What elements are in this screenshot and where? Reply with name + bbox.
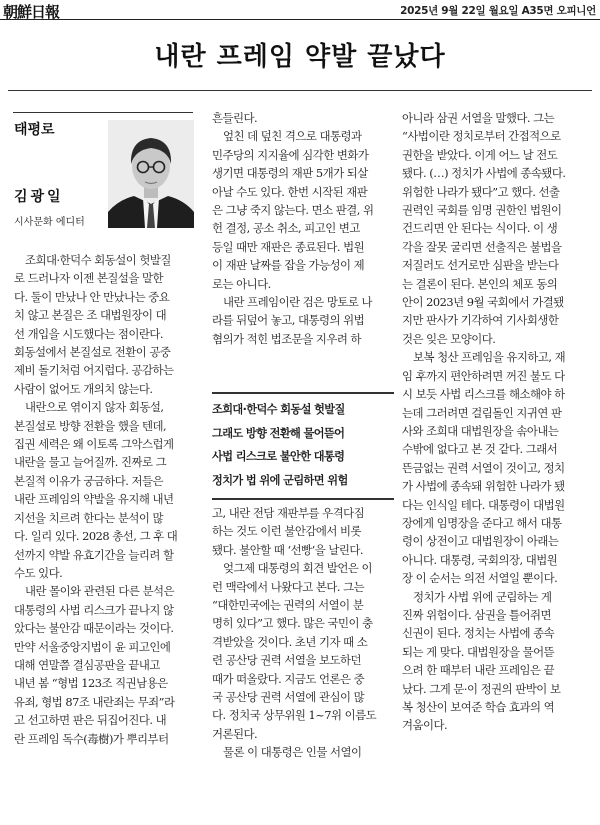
article-line: 장에게 임명장을 준다고 해서 대통 — [402, 515, 562, 530]
article-line: 아니라 삼권 서열을 말했다. 그는 — [402, 111, 555, 125]
article-line: 생기면 대통령의 재판 5개가 되살 — [212, 166, 368, 181]
article-line: 령이 상전이고 대법원장이 아래는 — [402, 534, 559, 549]
article-line: 명히 있다”고 했다. 많은 국민이 충 — [212, 616, 373, 631]
article-line: 내란 프레임의 약발을 유지해 내년 — [14, 492, 174, 507]
article-line: 으려 한 때부터 내란 프레임은 끝 — [402, 663, 555, 678]
article-line: 라를 뒤덮어 놓고, 대통령의 위법 — [212, 313, 365, 328]
article-line: 임 후까지 편안하려면 꺼진 불도 다 — [402, 368, 565, 383]
article-line: 거론된다. — [212, 726, 258, 741]
author-photo — [108, 120, 194, 228]
article-line: 겨움이다. — [402, 718, 448, 733]
article-line: 물론 이 대통령은 인물 서열이 — [223, 745, 362, 760]
article-line: 되는 게 맞다. 대법원장을 물어뜯 — [402, 644, 555, 659]
article-line: “대한민국에는 권력의 서열이 분 — [212, 598, 364, 613]
article-line: 는 결론이 된다. 본인의 체포 동의 — [402, 276, 558, 291]
article-line: 진짜 위험이다. 삼권을 틀어쥐면 — [402, 607, 552, 622]
article-line: 엊그제 대통령의 회견 발언은 이 — [223, 561, 373, 576]
article-line: 아니다. 대통령, 국회의장, 대법원 — [402, 552, 558, 567]
article-line: 뜬금없는 권력 서열이 것이고, 정치 — [402, 460, 565, 475]
article-line: 집권 세력은 왜 이토록 그악스럽게 — [14, 437, 174, 452]
article-line: 내란으로 엮이지 않자 회동설, — [25, 400, 164, 415]
article-line: 회동설에서 본질설로 전환이 공중 — [14, 345, 171, 360]
article-line: 헌 결정, 공소 취소, 피고인 변고 — [212, 221, 360, 236]
article-line: 다. 정치국 상무위원 1~7위 이름도 — [212, 708, 377, 723]
article-line: 대통령의 사법 리스크가 끝나지 않 — [14, 602, 174, 617]
newspaper-logo: 朝鮮日報 — [3, 3, 60, 21]
author-title: 시사문화 에디터 — [14, 217, 85, 228]
article-line: 났다. 그게 문·이 정권의 판박이 보 — [402, 681, 561, 696]
article-line: 안이 2023년 9월 국회에서 가결됐 — [402, 295, 564, 310]
article-line: 등일 때만 재판은 종료된다. 법원 — [212, 239, 365, 254]
article-line: 것은 잊은 모양이다. — [402, 331, 496, 346]
article-line: 정치가 사법 위에 군림하는 게 — [413, 589, 552, 604]
article-line: 런 맥락에서 나왔다고 본다. 그는 — [212, 579, 365, 594]
article-line: 지선을 치르려 한다는 분석이 많 — [14, 510, 164, 525]
article-line: 권력인 국회를 임명 권한인 법원이 — [402, 203, 562, 218]
pull-quote-line: 그래도 방향 전환해 물어뜯어 — [212, 426, 345, 440]
article-line: 장 이 순서는 의전 서열일 뿐이다. — [402, 571, 558, 586]
article-line: 사람이 없어도 개의치 않는다. — [14, 381, 153, 396]
article-line: 내란을 물고 늘어질까. 진짜로 그 — [14, 455, 167, 470]
author-name: 김광일 — [14, 189, 64, 205]
article-line: 유죄, 형법 87조 내란죄는 무죄”라 — [14, 694, 175, 709]
article-line: 란 프레임 독수(毒樹)가 뿌리부터 — [14, 731, 169, 746]
article-line: 권한을 받았다. 이게 어느 날 전도 — [402, 147, 558, 162]
article-line: 았다는 불안감 때문이라는 것이다. — [14, 621, 174, 636]
article-line: 본질설로 방향 전환을 했을 텐데, — [14, 418, 167, 433]
article-line: 때가 떠올랐다. 지금도 언론은 중 — [212, 671, 365, 686]
article-line: 시 보듯 사법 리스크를 해소해야 하 — [402, 387, 565, 402]
article-line: 이 재판 날짜를 잡을 가능성이 제 — [212, 258, 365, 273]
article-line: 련 공산당 권력 서열을 보도하던 — [212, 653, 362, 668]
article-line: 수밖에 없다고 본 것 같다. 그래서 — [402, 442, 558, 457]
article-line: 선 개입을 시도했다는 점이란다. — [14, 326, 164, 341]
article-line: 격받았을 것이다. 초년 기자 때 소 — [212, 634, 368, 649]
article-line: 선까지 약발 유효기간을 늘리려 할 — [14, 547, 174, 562]
article-column-3 — [402, 109, 586, 735]
article-line: 내란 몰이와 관련된 다른 분석은 — [25, 584, 175, 599]
article-line: 아날 수도 있다. 한번 시작된 재판 — [212, 184, 368, 199]
byline-divider — [13, 112, 193, 113]
masthead — [0, 0, 600, 20]
article-line: “사법이란 정치로부터 간접적으로 — [402, 129, 561, 144]
article-line: 민주당의 지지율에 심각한 변화가 — [212, 147, 369, 162]
article-line: 흔들린다. — [212, 111, 258, 125]
article-line: 각을 잘못 굴리면 선출직은 불법을 — [402, 239, 562, 254]
article-line: 보복 청산 프레임을 유지하고, 재 — [413, 350, 566, 365]
article-line: 본질적 이유가 궁금하다. 저들은 — [14, 473, 164, 488]
article-line: 됐다. (…) 정치가 사법에 종속됐다. — [402, 166, 566, 181]
article-column-1 — [14, 251, 198, 748]
article-line: 하는 것도 이런 불안감에서 비롯 — [212, 524, 362, 539]
article-line: 로는 아니다. — [212, 276, 271, 291]
article-line: 혐의가 적힌 법조문을 지우려 하 — [212, 331, 362, 346]
article-line: 지만 판사가 기각하여 기사회생한 — [402, 313, 559, 328]
article-line: 은 그냥 죽지 않는다. 면소 판결, 위 — [212, 203, 374, 218]
pull-quote-line: 사법 리스크로 불안한 대통령 — [212, 450, 345, 463]
article-line: 됐다. 불안할 때 ‘선빵’을 날린다. — [212, 542, 364, 557]
article-line: 사와 조희대 대법원장을 솎아내는 — [402, 423, 559, 438]
article-line: 위험한 나라가 됐다”고 했다. 선출 — [402, 184, 560, 199]
pull-quote — [212, 392, 394, 500]
article-line: 수도 있다. — [14, 565, 63, 580]
article-line: 조희대·한덕수 회동설이 헛발질 — [25, 253, 171, 267]
article-line: 신권이 된다. 정치는 사법에 종속 — [402, 626, 555, 641]
article-line: 가 사법에 종속돼 위험한 나라가 됐 — [402, 479, 565, 494]
headline-divider — [8, 90, 592, 91]
headline: 내란 프레임 약발 끝났다 — [154, 42, 446, 72]
article-column-2 — [212, 109, 394, 348]
article-line: 치 않고 본질은 조 대법원장이 대 — [14, 308, 167, 323]
pull-quote-line: 조희대·한덕수 회동설 헛발질 — [212, 403, 345, 416]
pull-quote-line: 정치가 법 위에 군림하면 위험 — [212, 473, 348, 487]
dateline: 2025년 9월 22일 월요일 A35면 오피니언 — [400, 5, 596, 17]
article-line: 다. 일리 있다. 2028 총선, 그 후 대 — [14, 529, 178, 544]
article-line: 저질러도 선거로만 심판을 받는다 — [402, 258, 559, 273]
article-line: 고 선고하면 판은 뒤집어진다. 내 — [14, 713, 167, 728]
article-line: 고, 내란 전담 재판부를 우격다짐 — [212, 506, 365, 520]
article-line: 다는 인식일 테다. 대통령이 대법원 — [402, 497, 565, 512]
article-line: 제비 돌기처럼 어지럽다. 공감하는 — [14, 363, 174, 378]
article-line: 건드리면 안 된다는 식이다. 이 생 — [402, 221, 558, 236]
article-line: 내란 프레임이란 검은 망토로 나 — [223, 295, 373, 310]
article-line: 내년 봄 “형법 123조 직권남용은 — [14, 676, 168, 691]
article-line: 만약 서울중앙지법이 윤 피고인에 — [14, 639, 171, 654]
article-line: 대해 연말쯤 결심공판을 끝내고 — [14, 657, 160, 672]
article-line: 복 청산이 보여준 학습 효과의 역 — [402, 700, 555, 714]
article-line: 국 공산당 권력 서열에 관심이 많 — [212, 690, 365, 705]
article-line: 로 드러나자 이젠 본질설을 말한 — [14, 271, 164, 286]
column-name: 태평로 — [14, 122, 55, 138]
article-line: 엎친 데 덮친 격으로 대통령과 — [223, 129, 362, 144]
article-line: 는데 그러려면 걸림돌인 지귀연 판 — [402, 405, 562, 420]
article-line: 다. 둘이 만났나 안 만났나는 중요 — [14, 289, 170, 304]
article-column-2-continued — [212, 504, 394, 762]
